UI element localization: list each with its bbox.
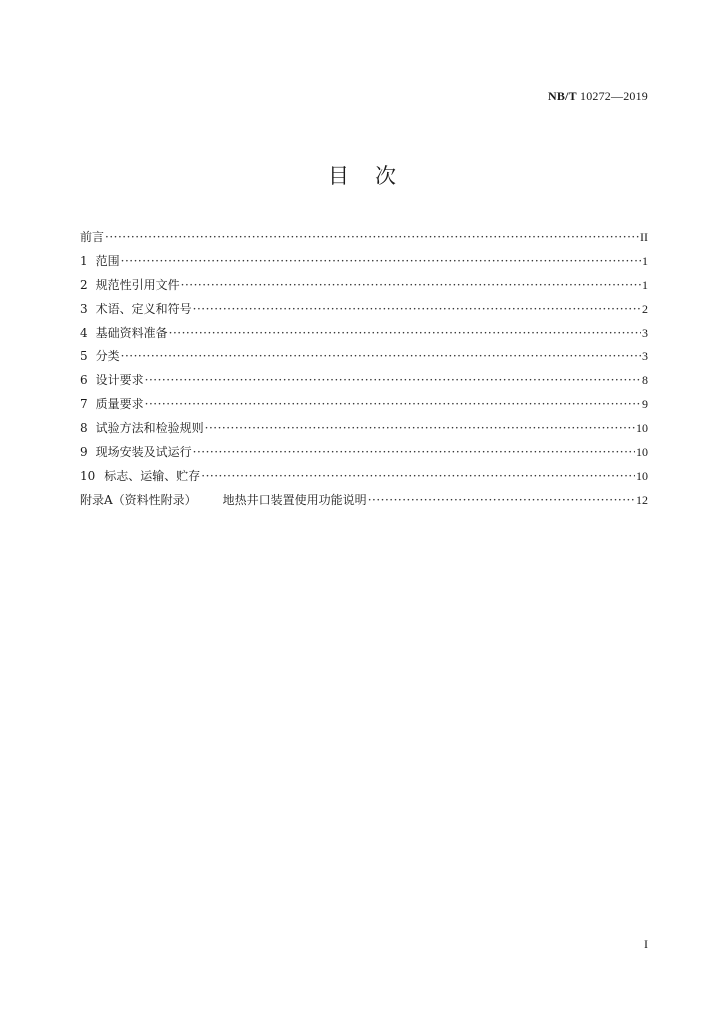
toc-entry-label: 前言 [80,230,105,244]
toc-entry-10[interactable] [80,468,648,492]
toc-entry-number: 附录A（资料性附录） [80,492,197,507]
toc-entry-number: 10 [80,468,96,483]
toc-entry-label: 标志、运输、贮存 [104,468,201,483]
page-number: I [644,937,648,951]
toc-entry-page: 3 [642,325,648,340]
toc-entry-appendix-a[interactable] [80,492,648,516]
toc-entry-page: 10 [636,445,648,460]
toc-entry-label: 设计要求 [95,373,144,388]
toc-leader-dots [181,277,641,293]
toc-leader-dots [121,348,641,364]
toc-entry-page: 3 [642,349,648,364]
toc-entry-foreword[interactable] [80,229,648,253]
toc-entry-number: 1 [80,253,88,268]
toc-entry-number: 7 [80,397,88,412]
toc-entry-page: 8 [642,373,648,388]
standard-number: 10272—2019 [580,89,648,103]
toc-entry-page: 10 [636,468,648,483]
toc-entry-8[interactable] [80,420,648,444]
page-title: 目次 [328,164,422,188]
toc-leader-dots [368,492,635,508]
toc-leader-dots [105,229,639,245]
toc-entry-page: 1 [642,277,648,292]
standard-code [548,89,648,104]
toc-leader-dots [169,325,641,341]
toc-leader-dots [121,253,641,269]
toc-entry-page: 9 [642,397,648,412]
toc-entry-page: II [640,230,648,244]
toc-entry-page: 12 [636,492,648,507]
toc-leader-dots [193,301,641,317]
toc-entry-number: 6 [80,373,88,388]
toc-entry-label: 质量要求 [95,397,144,412]
toc-entry-label: 分类 [95,349,120,364]
toc-entry-3[interactable] [80,301,648,325]
toc-leader-dots [193,444,635,460]
toc-entry-page: 2 [642,301,648,316]
toc-leader-dots [145,372,641,388]
toc-entry-label: 基础资料准备 [95,325,168,340]
toc-entry-6[interactable] [80,372,648,396]
toc-entry-page: 10 [636,421,648,436]
toc-entry-2[interactable] [80,277,648,301]
toc-entry-5[interactable] [80,348,648,372]
toc-entry-label: 范围 [95,253,120,268]
toc-entry-number: 9 [80,445,88,460]
toc-entry-number: 3 [80,301,88,316]
toc-entry-1[interactable] [80,253,648,277]
toc-entry-number: 5 [80,349,88,364]
toc-entry-number: 2 [80,277,88,292]
toc-entry-label: 规范性引用文件 [95,277,180,292]
toc-entry-9[interactable] [80,444,648,468]
toc-leader-dots [201,468,635,484]
toc-entry-label: 地热井口装置使用功能说明 [222,492,367,507]
toc-entry-label: 术语、定义和符号 [95,301,192,316]
toc-entry-page: 1 [642,253,648,268]
toc-leader-dots [145,396,641,412]
toc-entry-label: 现场安装及试运行 [95,445,192,460]
toc-entry-4[interactable] [80,325,648,349]
standard-prefix: NB/T [547,89,577,103]
table-of-contents [80,229,648,516]
toc-entry-number: 4 [80,325,88,340]
toc-entry-number: 8 [80,421,88,436]
toc-leader-dots [205,420,635,436]
toc-entry-label: 试验方法和检验规则 [95,421,204,436]
toc-entry-7[interactable] [80,396,648,420]
